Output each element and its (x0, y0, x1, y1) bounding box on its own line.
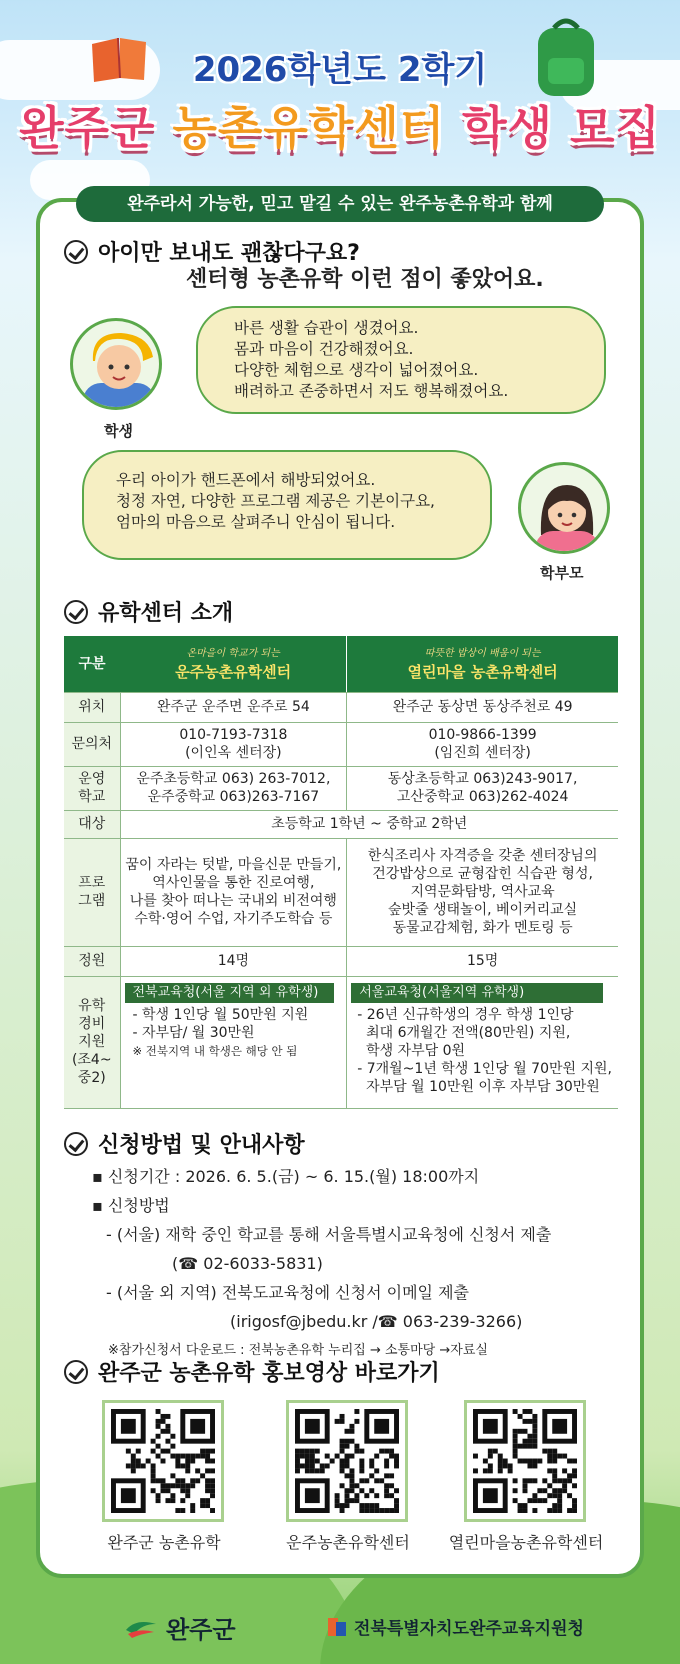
wanju-emblem-icon (124, 1616, 158, 1640)
video-heading (64, 1356, 440, 1387)
contact-a-phone: 010-7193-7318 (179, 727, 288, 743)
key-contact: 문의처 (64, 722, 120, 766)
contact-b-phone: 010-9866-1399 (428, 727, 537, 743)
parent-label: 학부모 (540, 564, 584, 582)
key-support: 지원 (78, 1034, 106, 1050)
center-b-tagline: 따뜻한 밥상이 배움이 되는 (424, 648, 541, 660)
apply-other-contact: (irigosf@jbedu.kr /☎ 063-239-3266) (230, 1312, 523, 1331)
qr-code-yeollin[interactable] (464, 1400, 584, 1522)
main-title (0, 92, 680, 158)
title-highlight: 농촌유학센터 (172, 101, 446, 155)
header-key: 구분 (64, 636, 120, 692)
support-b-line: - 7개월~1년 학생 1인당 월 70만원 지원, (357, 1060, 612, 1077)
support-b-line: 최대 6개월간 전액(80만원) 지원, (357, 1024, 571, 1041)
program-b: 숲밧줄 생태놀이, 베이커리교실 (388, 902, 578, 918)
title-part1: 완주군 (19, 101, 173, 155)
program-a: 나를 찾아 떠나는 국내외 비전여행 (129, 893, 337, 909)
qr-label: 열린마을농촌유학센터 (448, 1533, 604, 1552)
row-location (64, 692, 618, 722)
row-capacity (64, 946, 618, 976)
support-b-line: 학생 자부담 0원 (357, 1042, 466, 1059)
student-quote: 배려하고 존중하면서 저도 행복해졌어요. (234, 382, 509, 400)
footer-right-text: 전북특별자치도완주교육지원청 (354, 1619, 584, 1639)
check-icon (64, 1132, 88, 1156)
check-icon (64, 600, 88, 624)
center-b-name: 열린마을 농촌유학센터 (407, 663, 558, 682)
program-b: 건강밥상으로 균형잡힌 식습관 형성, (372, 866, 593, 882)
key-target: 대상 (64, 810, 120, 838)
centers-heading (64, 596, 233, 627)
qr-icon (111, 1409, 215, 1513)
key-school-1: 운영 (78, 771, 106, 787)
qr-icon (473, 1409, 577, 1513)
parent-quote: 엄마의 마음으로 살펴주니 안심이 됩니다. (116, 513, 396, 531)
support-a-note: ※ 전북지역 내 학생은 해당 안 됨 (132, 1043, 298, 1058)
support-b-line: 자부담 월 10만원 이후 자부담 30만원 (357, 1078, 600, 1095)
footer-left-text: 완주군 (166, 1616, 236, 1644)
header (0, 0, 680, 200)
key-support: 경비 (78, 1016, 106, 1032)
centers-title: 유학센터 소개 (98, 601, 234, 626)
apply-seoul: - (서울) 재학 중인 학교를 통해 서울특별시교육청에 신청서 제출 (106, 1225, 552, 1244)
education-emblem-icon (326, 1616, 348, 1638)
student-speech-bubble (196, 306, 606, 414)
program-b: 동물교감체험, 화가 멘토링 등 (392, 920, 573, 936)
school-a-1: 운주초등학교 063) 263-7012, (136, 771, 331, 787)
capacity-a: 14명 (120, 946, 347, 976)
key-support: (조4~ (71, 1052, 112, 1068)
slogan-banner: 완주라서 가능한, 믿고 맡길 수 있는 완주농촌유학과 함께 (76, 186, 604, 222)
program-a: 수학·영어 수업, 자기주도학습 등 (134, 911, 333, 927)
apply-download: ※참가신청서 다운로드 : 전북농촌유학 누리집 → 소통마당 →자료실 (108, 1343, 488, 1358)
wanju-logo (124, 1610, 236, 1645)
support-a-tag: 전북교육청(서울 지역 외 유학생) (125, 983, 334, 1003)
parent-avatar (518, 462, 610, 554)
apply-period: ▪ 신청기간 : 2026. 6. 5.(금) ~ 6. 15.(월) 18:00까지 (92, 1167, 480, 1186)
capacity-b: 15명 (347, 946, 618, 976)
title-part2: 학생 모집 (445, 101, 661, 155)
apply-method: ▪ 신청방법 (92, 1196, 170, 1215)
parent-quote: 청정 자연, 다양한 프로그램 제공은 기본이구요, (116, 492, 435, 510)
program-a: 역사인물을 통한 진로여행, (152, 875, 315, 891)
program-b: 지역문화탐방, 역사교육 (410, 884, 555, 900)
student-label: 학생 (104, 422, 133, 440)
program-b: 한식조리사 자격증을 갖춘 센터장님의 (367, 848, 598, 864)
apply-title: 신청방법 및 안내사항 (98, 1133, 305, 1158)
key-support: 중2) (77, 1070, 106, 1086)
location-a: 완주군 운주면 운주로 54 (120, 692, 347, 722)
qr-code-wanju[interactable] (102, 1400, 222, 1522)
key-capacity: 정원 (64, 946, 120, 976)
school-b-1: 동상초등학교 063)243-9017, (387, 771, 578, 787)
check-icon (64, 1360, 88, 1384)
school-b-2: 고산중학교 063)262-4024 (396, 789, 569, 805)
intro-line2: 센터형 농촌유학 이런 점이 좋았어요. (186, 267, 544, 292)
key-school-2: 학교 (78, 789, 106, 805)
support-a-line: - 자부담/ 월 30만원 (132, 1024, 255, 1041)
intro-line1: 아이만 보내도 괜찮다구요? (98, 241, 360, 266)
education-office-logo (326, 1614, 584, 1639)
support-a-line: - 학생 1인당 월 50만원 지원 (132, 1006, 309, 1023)
apply-seoul-phone: (☎ 02-6033-5831) (172, 1254, 323, 1273)
program-a: 꿈이 자라는 텃밭, 마을신문 만들기, (125, 857, 342, 873)
target-value: 초등학교 1학년 ~ 중학교 2학년 (120, 810, 618, 838)
student-quote: 몸과 마음이 건강해졌어요. (234, 340, 414, 358)
contact-a-name: (이인옥 센터장) (185, 745, 282, 761)
sub-title: 2026학년도 2학기 (192, 50, 488, 90)
qr-code-unju[interactable] (286, 1400, 406, 1522)
center-a-name: 운주농촌유학센터 (175, 663, 292, 682)
key-location: 위치 (64, 692, 120, 722)
row-target (64, 810, 618, 838)
support-b-tag: 서울교육청(서울지역 유학생) (351, 983, 603, 1003)
row-contact (64, 722, 618, 766)
row-school (64, 766, 618, 810)
centers-table (64, 636, 618, 1109)
contact-b-name: (임진희 센터장) (434, 745, 531, 761)
video-title: 완주군 농촌유학 홍보영상 바로가기 (98, 1361, 440, 1386)
apply-heading (64, 1128, 305, 1159)
qr-label: 완주군 농촌유학 (107, 1533, 221, 1552)
school-a-2: 운주중학교 063)263-7167 (147, 789, 320, 805)
key-program-2: 그램 (78, 893, 106, 909)
student-quote: 다양한 체험으로 생각이 넓어졌어요. (234, 361, 479, 379)
support-b-line: - 26년 신규학생의 경우 학생 1인당 (357, 1006, 574, 1023)
key-program-1: 프로 (78, 875, 106, 891)
student-avatar (70, 318, 162, 410)
key-support: 유학 (78, 998, 106, 1014)
location-b: 완주군 동상면 동상주천로 49 (347, 692, 618, 722)
qr-icon (295, 1409, 399, 1513)
parent-quote: 우리 아이가 핸드폰에서 해방되었어요. (116, 471, 376, 489)
check-icon (64, 240, 88, 264)
center-a-tagline: 온마을이 학교가 되는 (186, 648, 280, 660)
qr-label: 운주농촌유학센터 (286, 1533, 410, 1552)
row-support (64, 976, 618, 1108)
parent-speech-bubble (82, 450, 492, 560)
student-quote: 바른 생활 습관이 생겼어요. (234, 319, 419, 337)
apply-other: - (서울 외 지역) 전북도교육청에 신청서 이메일 제출 (106, 1283, 469, 1302)
row-program (64, 838, 618, 946)
apply-info (92, 1162, 551, 1365)
